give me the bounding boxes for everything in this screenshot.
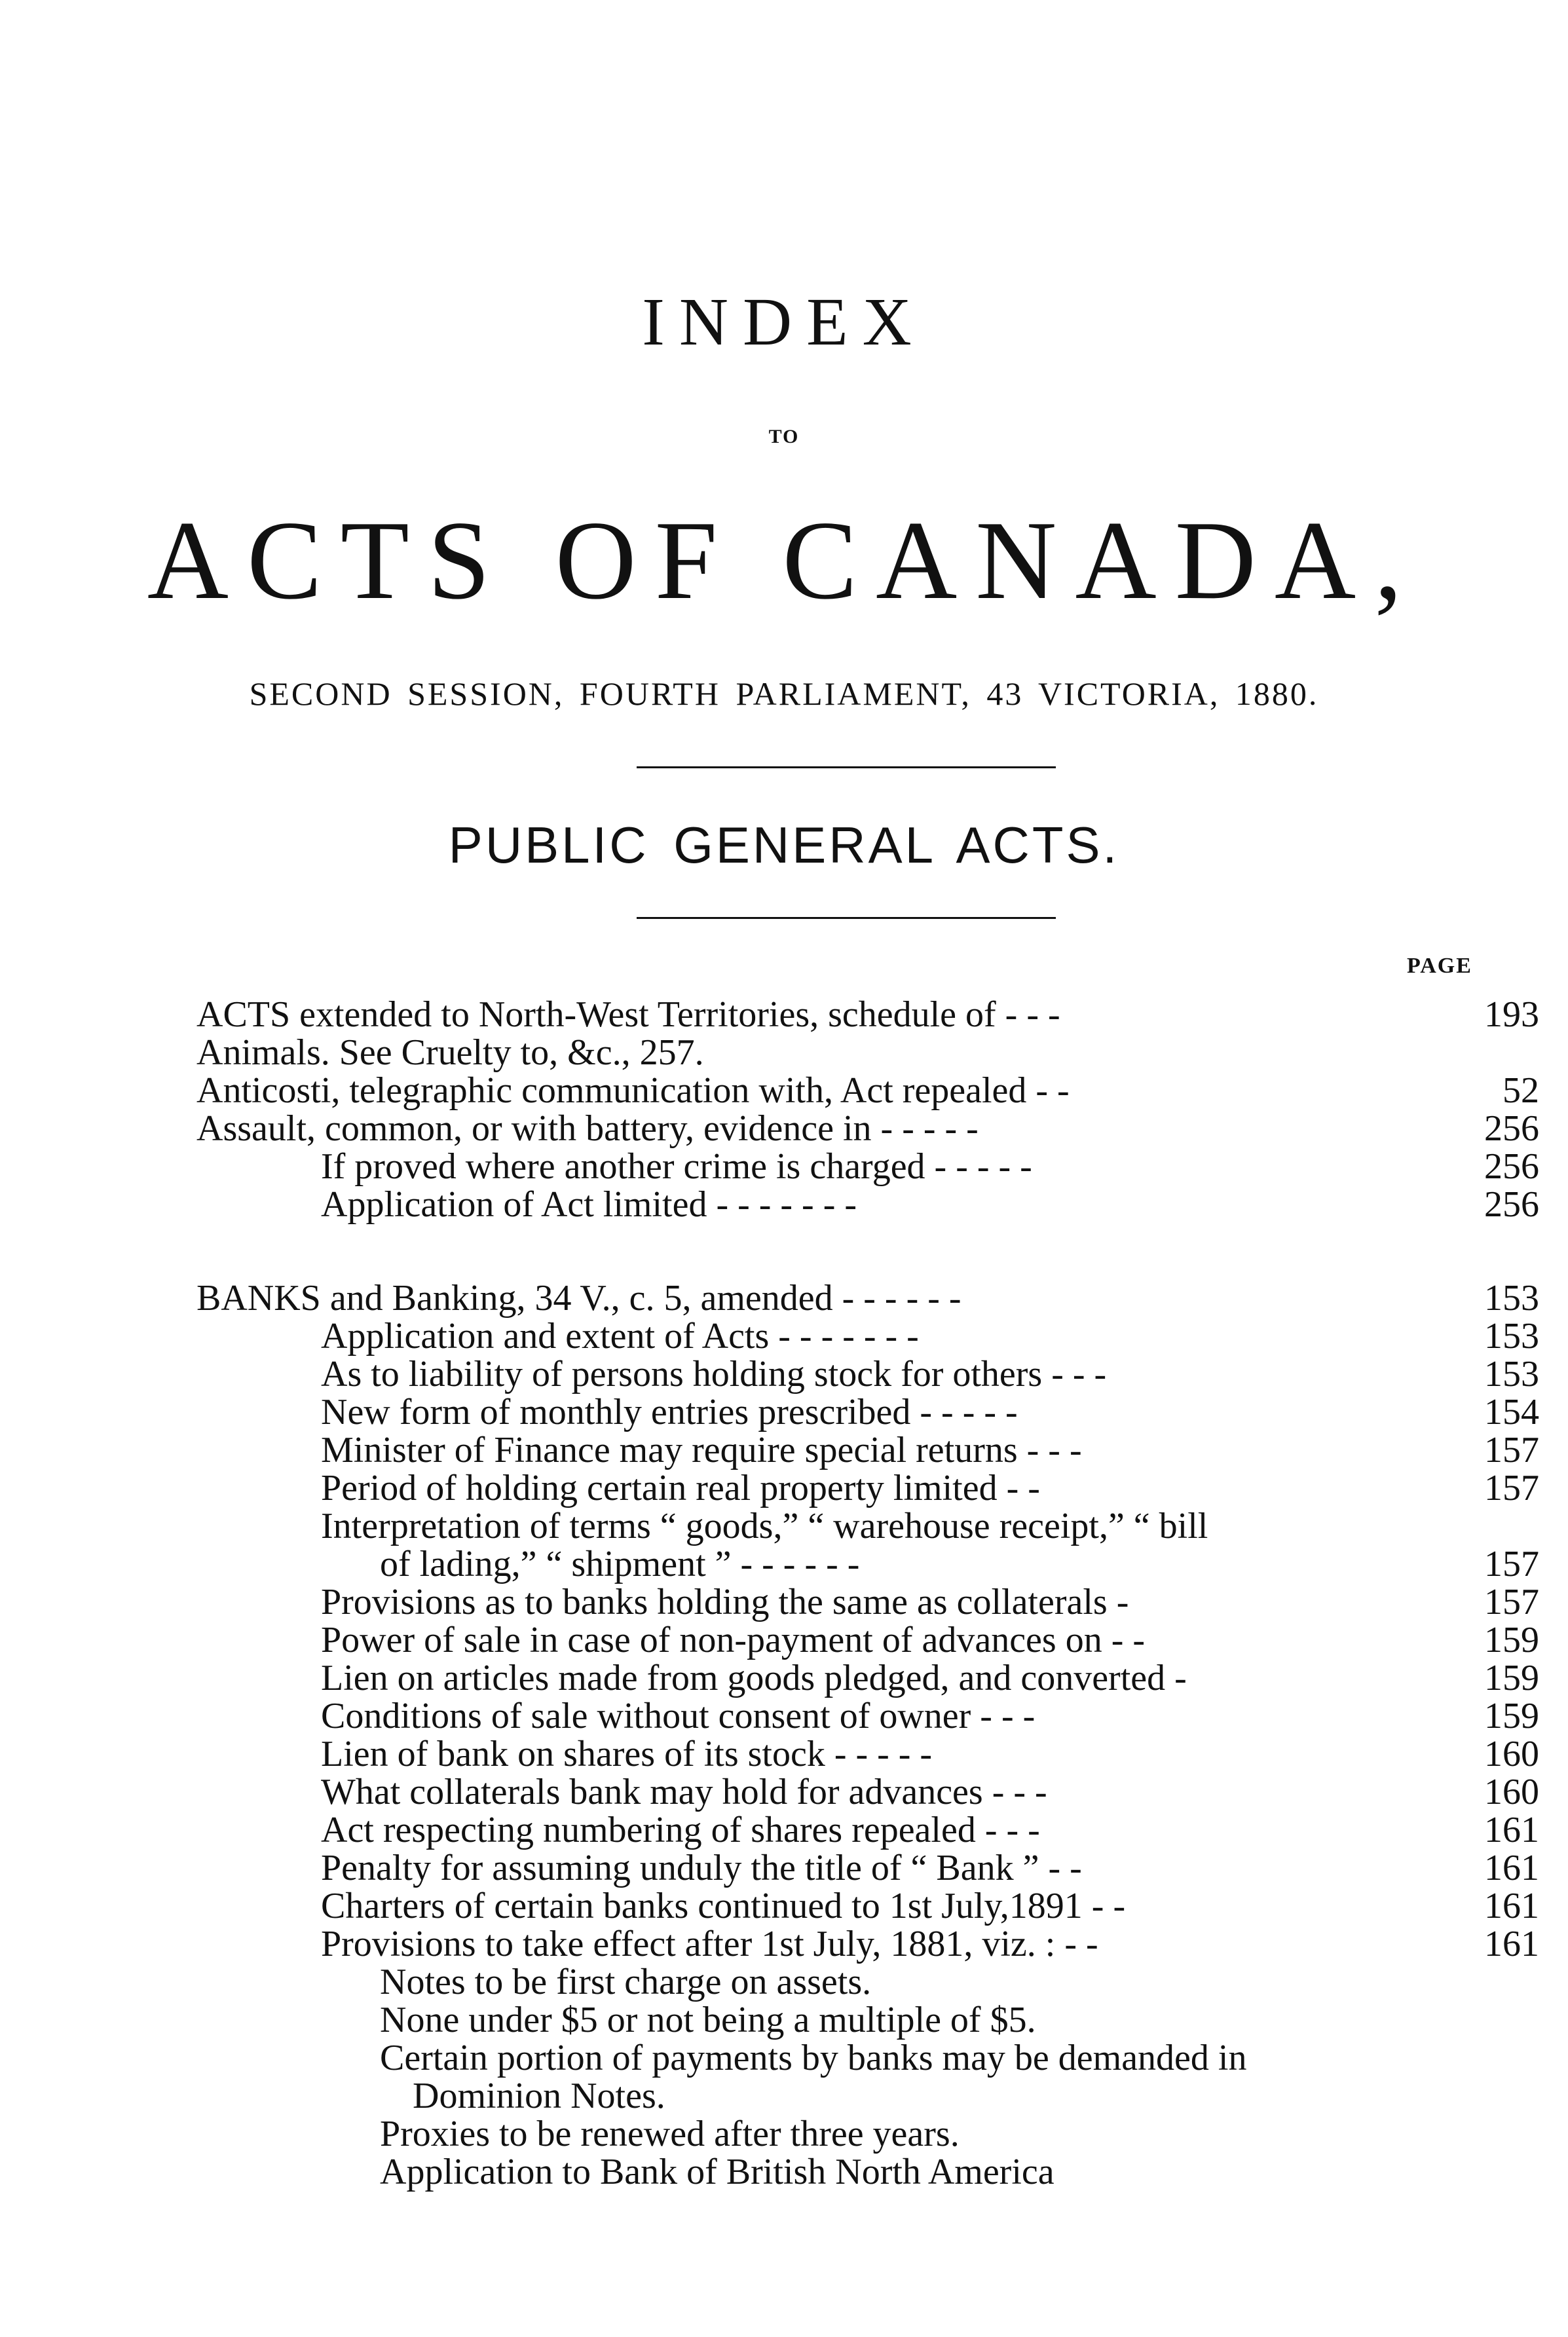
entry-text: Provisions to take effect after 1st July, 1881, viz. : - - <box>321 1924 1098 1964</box>
entry-page: 159 <box>1484 1658 1539 1698</box>
index-subentry-continuation <box>196 1545 1539 1583</box>
entry-page: 157 <box>1484 1468 1539 1508</box>
entry-page: 153 <box>1484 1316 1539 1356</box>
entry-text: Certain portion of payments by banks may be demanded in <box>380 2038 1247 2078</box>
index-subentry <box>196 1317 1539 1355</box>
entry-text: Application to Bank of British North America <box>380 2152 1055 2192</box>
entry-text: Conditions of sale without consent of owner - - - <box>321 1696 1036 1736</box>
entry-text: Power of sale in case of non-payment of advances on - - <box>321 1620 1146 1660</box>
index-subentry <box>196 1811 1539 1849</box>
index-subentry <box>196 1148 1539 1186</box>
entry-text: Provisions as to banks holding the same as collaterals - <box>321 1582 1129 1622</box>
entry-page: 256 <box>1484 1146 1539 1187</box>
entry-page: 153 <box>1484 1278 1539 1318</box>
entry-page: 161 <box>1484 1848 1539 1888</box>
entry-page: 157 <box>1484 1582 1539 1622</box>
entry-page: 157 <box>1484 1430 1539 1470</box>
entry-text: As to liability of persons holding stock for others - - - <box>321 1354 1107 1394</box>
entry-text: Penalty for assuming unduly the title of “ Bank ” - - <box>321 1848 1082 1888</box>
entry-page: 161 <box>1484 1810 1539 1850</box>
index-subentry <box>196 1393 1539 1431</box>
entry-page: 161 <box>1484 1924 1539 1964</box>
entry-page: 161 <box>1484 1886 1539 1926</box>
index-subentry <box>196 1925 1539 1963</box>
index-subentry <box>196 1697 1539 1735</box>
index-subentry <box>196 1355 1539 1393</box>
index-provision <box>196 2001 1539 2039</box>
index-subentry <box>196 1507 1539 1545</box>
index-provision-continuation <box>196 2077 1539 2115</box>
entry-text: ACTS extended to North-West Territories, schedule of - - - <box>196 994 1060 1035</box>
page-title: INDEX <box>642 284 926 360</box>
entry-page: 159 <box>1484 1696 1539 1736</box>
index-subentry <box>196 1659 1539 1697</box>
index-entry <box>196 996 1539 1034</box>
entry-text: of lading,” “ shipment ” - - - - - - <box>380 1544 860 1584</box>
index-entry <box>196 1110 1539 1148</box>
entry-page: 256 <box>1484 1108 1539 1149</box>
entry-page: 159 <box>1484 1620 1539 1660</box>
entry-text: BANKS and Banking, 34 V., c. 5, amended - - - - - - <box>196 1278 961 1318</box>
entry-text: Period of holding certain real property limited - - <box>321 1468 1040 1508</box>
divider-rule-bottom <box>637 917 1056 919</box>
entry-page: 160 <box>1484 1772 1539 1812</box>
entry-page: 52 <box>1503 1070 1539 1111</box>
main-title: ACTS OF CANADA, <box>147 498 1421 623</box>
entry-text: Animals. See Cruelty to, &c., 257. <box>196 1032 704 1073</box>
entry-page: 256 <box>1484 1184 1539 1225</box>
entry-page: 160 <box>1484 1734 1539 1774</box>
index-subentry <box>196 1621 1539 1659</box>
index-subentry <box>196 1887 1539 1925</box>
entry-text: Proxies to be renewed after three years. <box>380 2114 960 2154</box>
entry-text: Dominion Notes. <box>413 2076 665 2116</box>
entry-text: If proved where another crime is charged - - - - - <box>321 1146 1032 1187</box>
entry-page: 154 <box>1484 1392 1539 1432</box>
session-subtitle: SECOND SESSION, FOURTH PARLIAMENT, 43 VICTORIA, 1880. <box>249 675 1319 712</box>
index-provision <box>196 1963 1539 2001</box>
entry-text: Notes to be first charge on assets. <box>380 1962 872 2002</box>
index-provision <box>196 2153 1539 2191</box>
index-subentry <box>196 1469 1539 1507</box>
entry-text: Application of Act limited - - - - - - - <box>321 1184 857 1225</box>
entry-text: Application and extent of Acts - - - - - - - <box>321 1316 919 1356</box>
entry-text: Minister of Finance may require special returns - - - <box>321 1430 1082 1470</box>
entry-text: What collaterals bank may hold for advances - - - <box>321 1772 1047 1812</box>
entry-text: Interpretation of terms “ goods,” “ warehouse receipt,” “ bill <box>321 1506 1208 1546</box>
entry-text: New form of monthly entries prescribed - - - - - <box>321 1392 1018 1432</box>
entry-page: 193 <box>1484 994 1539 1035</box>
index-subentry <box>196 1773 1539 1811</box>
index-subentry <box>196 1735 1539 1773</box>
index-subentry <box>196 1849 1539 1887</box>
page-column-label: PAGE <box>1407 954 1472 978</box>
title-connector: TO <box>768 426 800 447</box>
index-provision <box>196 2039 1539 2077</box>
entry-text: Lien on articles made from goods pledged, and converted - <box>321 1658 1187 1698</box>
index-entry <box>196 1072 1539 1110</box>
entry-text: Assault, common, or with battery, evidence in - - - - - <box>196 1108 979 1149</box>
index-provision <box>196 2115 1539 2153</box>
entry-text: Charters of certain banks continued to 1st July,1891 - - <box>321 1886 1126 1926</box>
index-subentry <box>196 1186 1539 1224</box>
index-subentry <box>196 1583 1539 1621</box>
entry-page: 153 <box>1484 1354 1539 1394</box>
section-heading: PUBLIC GENERAL ACTS. <box>448 816 1120 874</box>
entry-text: Anticosti, telegraphic communication with, Act repealed - - <box>196 1070 1070 1111</box>
entry-text: Lien of bank on shares of its stock - - - - - <box>321 1734 933 1774</box>
index-subentry <box>196 1431 1539 1469</box>
index-entry <box>196 1279 1539 1317</box>
divider-rule-top <box>637 766 1056 768</box>
index-entries <box>196 996 1539 2191</box>
index-entry <box>196 1034 1539 1072</box>
entry-page: 157 <box>1484 1544 1539 1584</box>
entry-text: None under $5 or not being a multiple of $5. <box>380 2000 1036 2040</box>
entry-text: Act respecting numbering of shares repealed - - - <box>321 1810 1040 1850</box>
